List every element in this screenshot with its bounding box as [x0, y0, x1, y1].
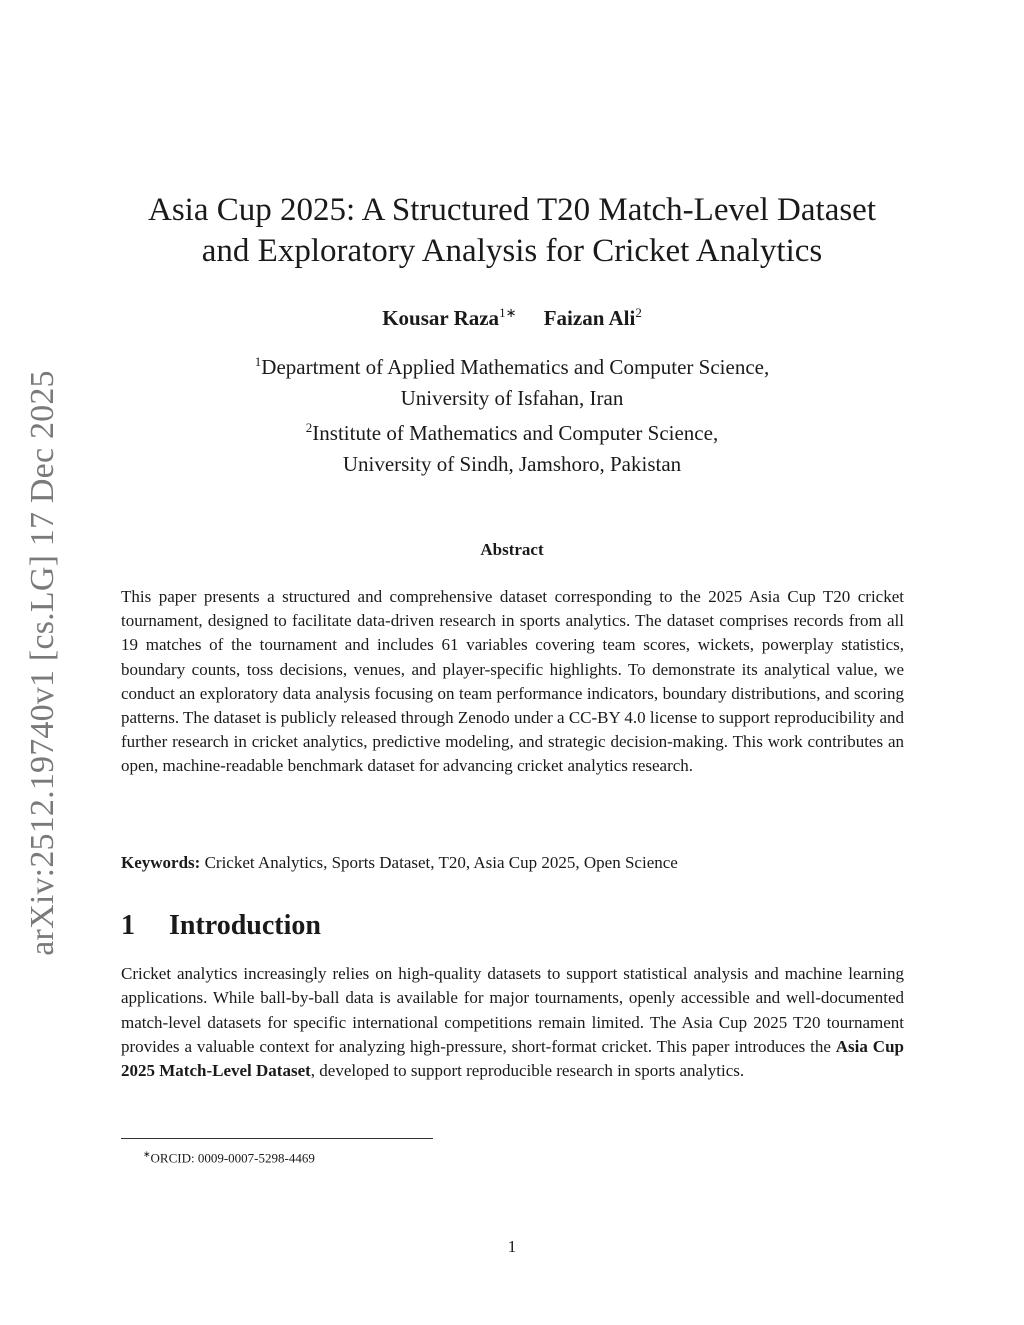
- affiliation-2-name: Institute of Mathematics and Computer Science,: [312, 421, 719, 445]
- introduction-paragraph: [121, 962, 904, 1083]
- paper-title: [100, 190, 924, 272]
- abstract-body: This paper presents a structured and comprehensive dataset corresponding to the 2025 Asia Cup T20 cricket tournament, designed to facilitate data-driven research in sports analytics. The dataset comprises records from all 19 matches of the tournament and includes 61 variables covering team scores, wickets, powerplay statistics, boundary counts, toss decisions, venues, and player-specific highlights. To demonstrate its analytical value, we conduct an exploratory data analysis focusing on team performance indicators, boundary distributions, and scoring patterns. The dataset is publicly released through Zenodo under a CC-BY 4.0 license to support reproducibility and further research in cricket analytics, predictive modeling, and strategic decision-making. This work contributes an open, machine-readable benchmark dataset for advancing cricket analytics research.: [121, 587, 904, 776]
- intro-text-after: , developed to support reproducible research in sports analytics.: [310, 1061, 745, 1081]
- title-line-2: and Exploratory Analysis for Cricket Analytics: [201, 233, 823, 269]
- section-heading-introduction: [121, 906, 321, 946]
- footnote-divider: [121, 1138, 433, 1139]
- author-1-name: Kousar Raza: [382, 306, 500, 330]
- author-1-marks: 1∗: [499, 305, 517, 320]
- section-title: Introduction: [169, 910, 321, 941]
- intro-dataset-name: Asia Cup 2025 Match-Level Dataset: [121, 1036, 904, 1081]
- keywords-label: Keywords:: [121, 853, 201, 872]
- affiliation-1-line-2: University of Isfahan, Iran: [400, 385, 624, 410]
- author-2-marks: 2: [635, 305, 642, 320]
- abstract-heading: Abstract: [480, 540, 544, 559]
- affiliation-1-mark: 1: [254, 354, 262, 369]
- affiliation-2-mark: 2: [305, 420, 313, 435]
- affiliation-1-line-1: [0, 347, 1024, 383]
- footnote: [143, 1145, 315, 1167]
- author-list: [0, 298, 1024, 333]
- affiliations: [0, 347, 1024, 479]
- affiliation-2-line-2: University of Sindh, Jamshoro, Pakistan: [342, 451, 682, 476]
- section-number: 1: [121, 910, 135, 941]
- intro-text-before: Cricket analytics increasingly relies on high-quality datasets to support statistical analysis and machine learning applications. While ball-by-ball data is available for major tournaments, openly accessible and well-documented match-level datasets for specific international competitions remain limited. The Asia Cup 2025 T20 tournament provides a valuable context for analyzing high-pressure, short-format cricket. This paper introduces the: [121, 964, 904, 1056]
- author-1: [382, 306, 516, 330]
- author-2: [544, 306, 642, 330]
- author-2-name: Faizan Ali: [543, 306, 636, 330]
- footnote-orcid: ORCID: 0009-0007-5298-4469: [150, 1150, 315, 1166]
- affiliation-1-name: Department of Applied Mathematics and Computer Science,: [261, 355, 770, 379]
- title-line-1: Asia Cup 2025: A Structured T20 Match-Level Dataset: [148, 192, 876, 228]
- footnote-mark: ∗: [143, 1149, 151, 1159]
- keywords-text: Cricket Analytics, Sports Dataset, T20, Asia Cup 2025, Open Science: [204, 853, 678, 872]
- arxiv-identifier-stamp: arXiv:2512.19740v1 [cs.LG] 17 Dec 2025: [24, 370, 61, 956]
- affiliation-2-line-1: [0, 413, 1024, 449]
- keywords: [121, 851, 904, 875]
- page-number: 1: [507, 1237, 517, 1256]
